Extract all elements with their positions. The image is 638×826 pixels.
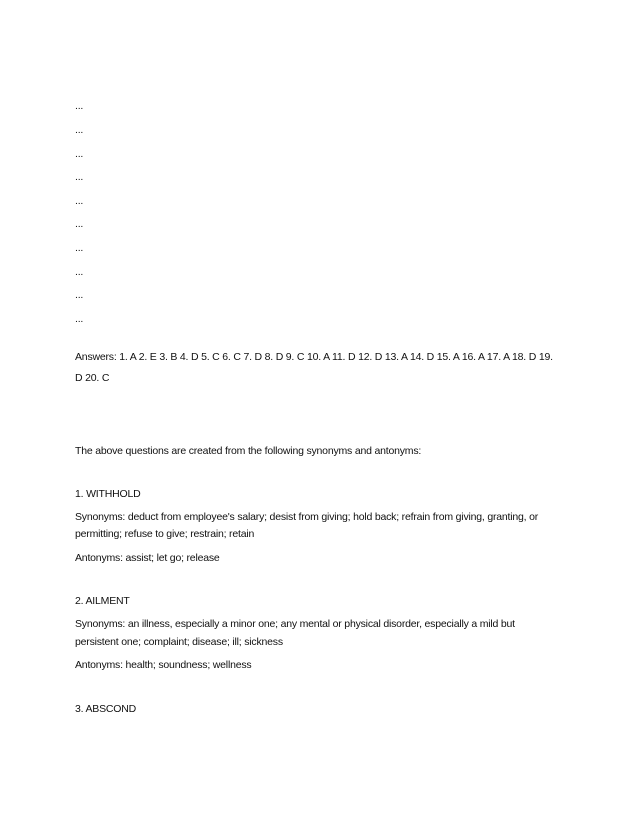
entry-heading: 1. WITHHOLD [75, 488, 141, 500]
intro-text: The above questions are created from the following synonyms and antonyms: [75, 445, 422, 457]
entry-synonyms-cont: persistent one; complaint; disease; ill; sickness [75, 636, 283, 648]
ellipsis-line: ... [75, 124, 84, 136]
answers-line-1: Answers: 1. A 2. E 3. B 4. D 5. C 6. C 7. D 8. D 9. C 10. A 11. D 12. D 13. A 14. D 15. A 16. A 17. A 18. D 19. [75, 351, 553, 363]
ellipsis-line: ... [75, 100, 84, 112]
entry-synonyms: Synonyms: deduct from employee's salary; desist from giving; hold back; refrain from giving, granting, or [75, 511, 539, 523]
answers-line-2: D 20. C [75, 372, 110, 384]
ellipsis-line: ... [75, 218, 84, 230]
ellipsis-line: ... [75, 266, 84, 278]
entry-antonyms: Antonyms: assist; let go; release [75, 552, 220, 564]
entry-antonyms: Antonyms: health; soundness; wellness [75, 659, 252, 671]
ellipsis-line: ... [75, 148, 84, 160]
ellipsis-line: ... [75, 289, 84, 301]
ellipsis-line: ... [75, 171, 84, 183]
entry-synonyms: Synonyms: an illness, especially a minor one; any mental or physical disorder, especially a mild but [75, 618, 515, 630]
entry-heading: 3. ABSCOND [75, 703, 137, 715]
entry-heading: 2. AILMENT [75, 595, 130, 607]
ellipsis-line: ... [75, 195, 84, 207]
ellipsis-line: ... [75, 242, 84, 254]
entry-synonyms-cont: permitting; refuse to give; restrain; retain [75, 528, 255, 540]
ellipsis-line: ... [75, 313, 84, 325]
